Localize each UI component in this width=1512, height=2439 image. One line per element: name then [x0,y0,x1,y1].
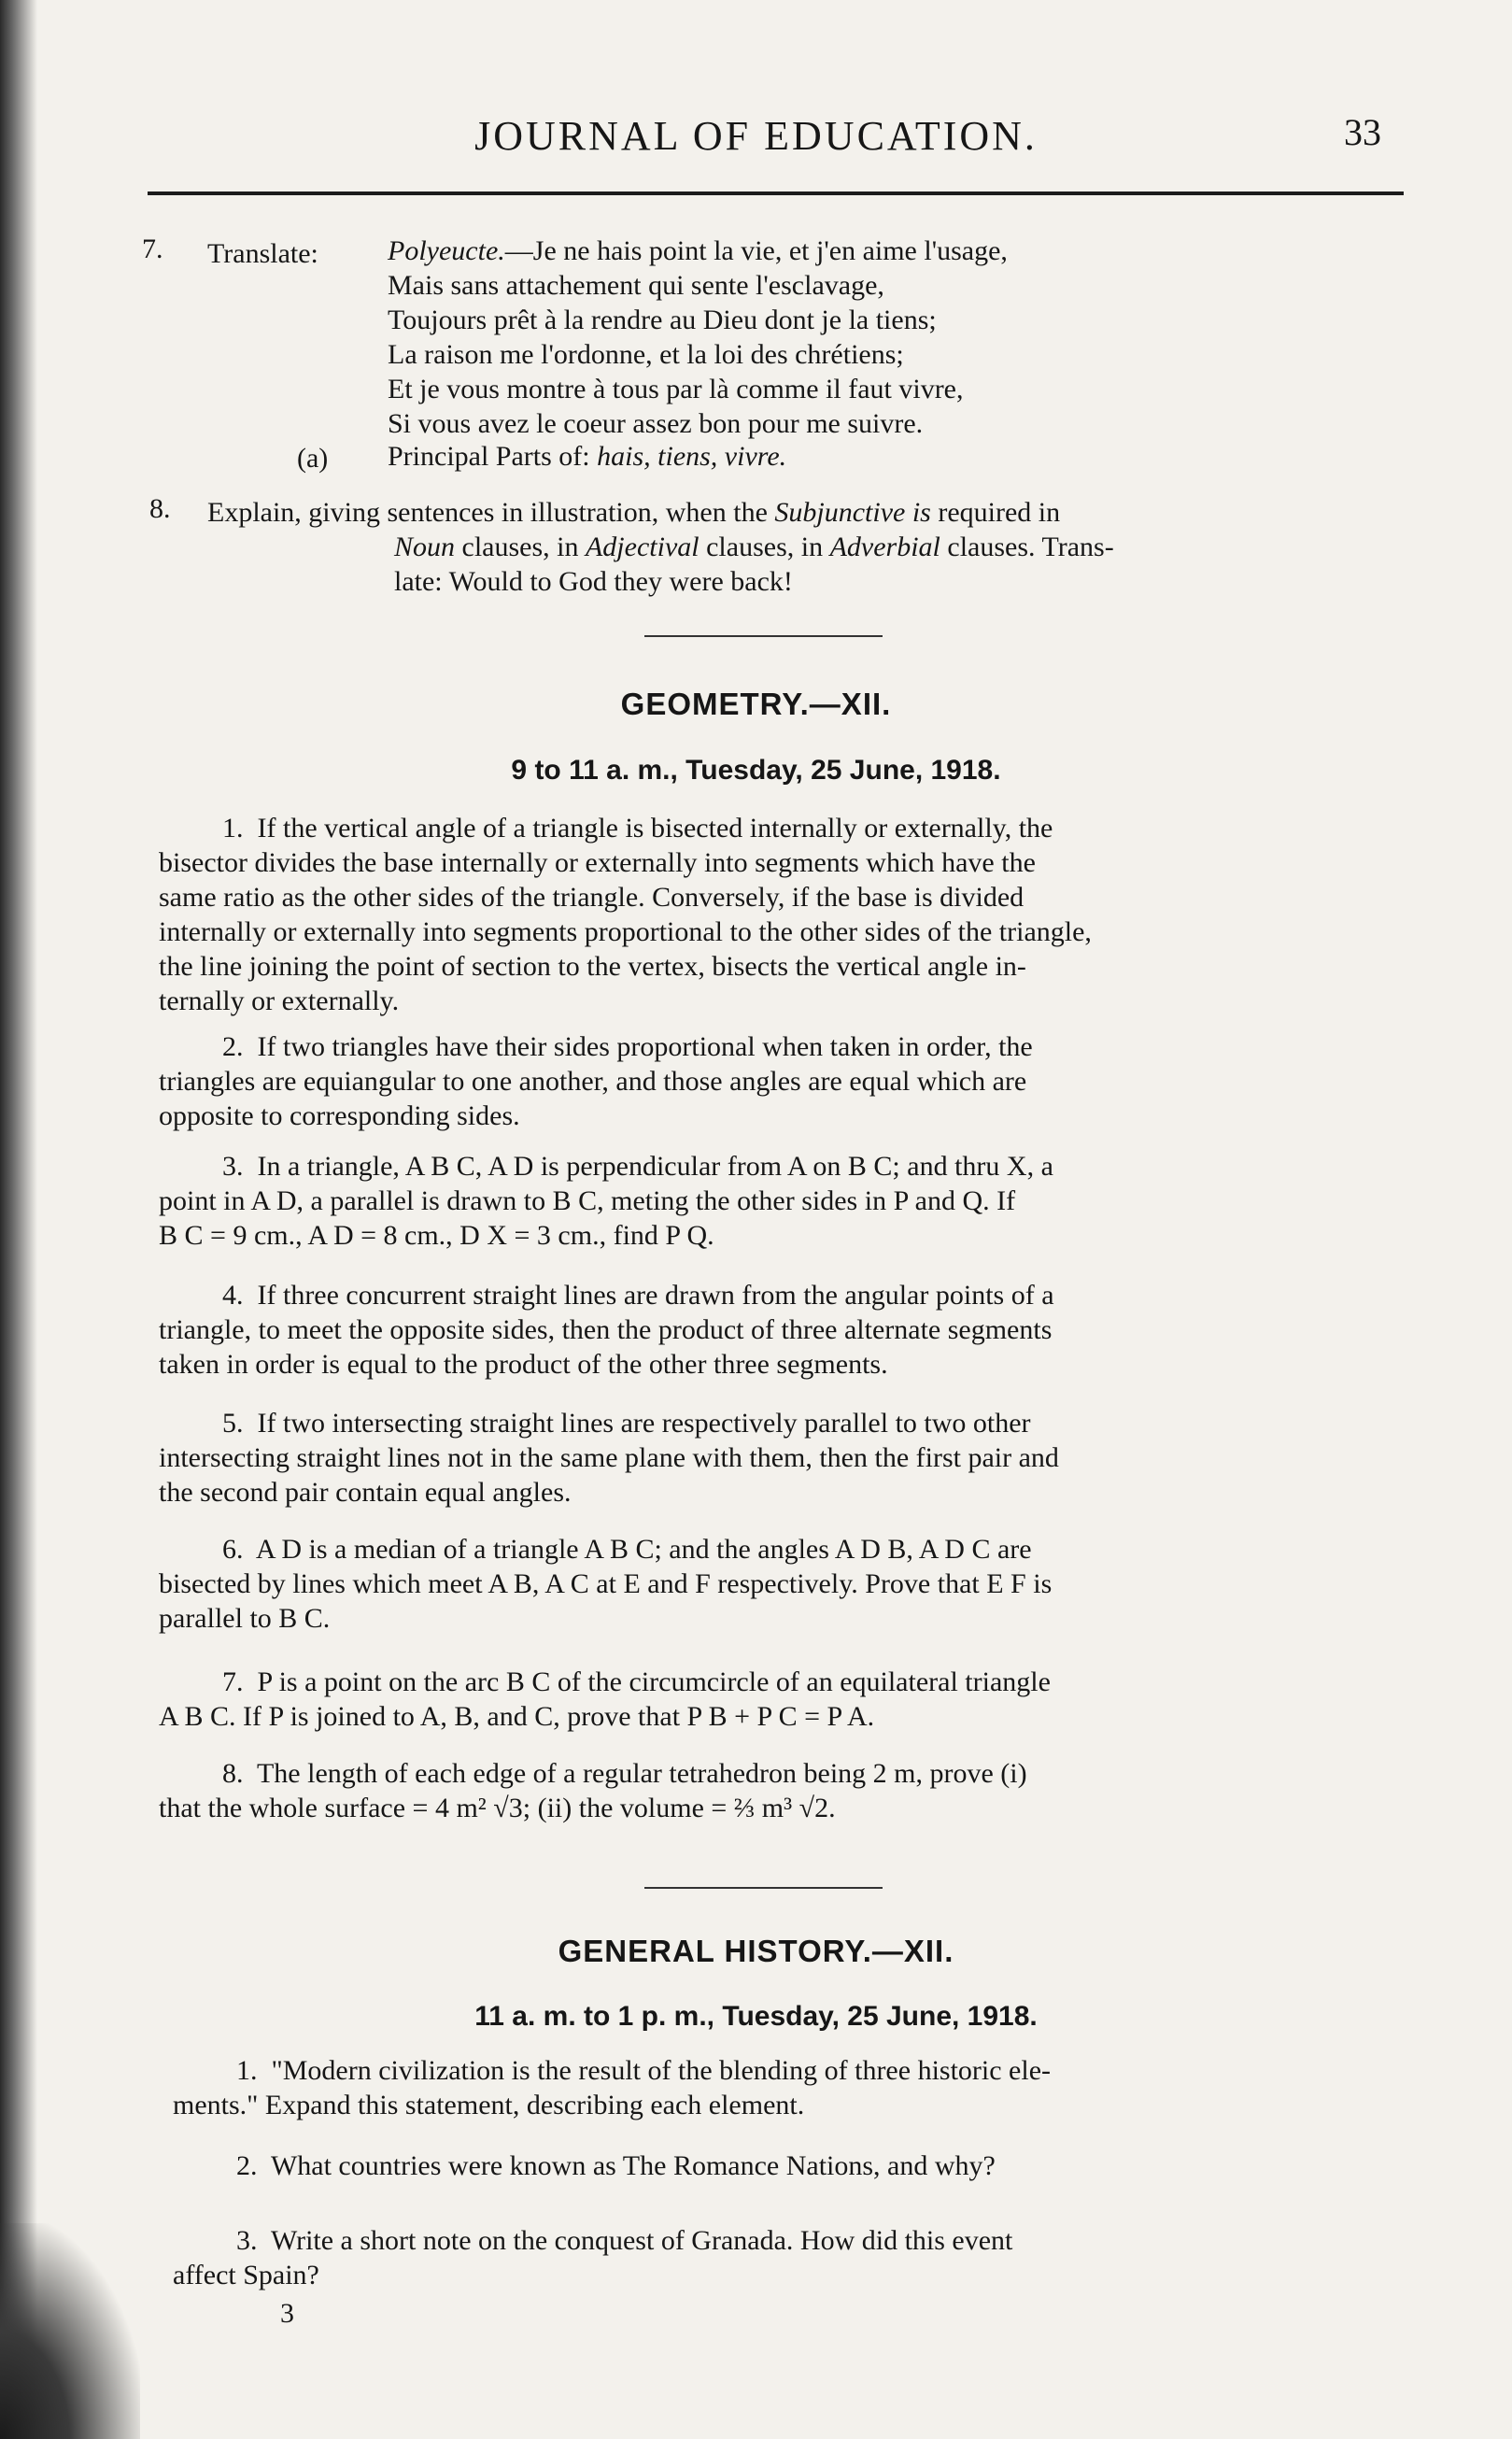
french-passage [388,234,1008,441]
geometry-question-3: 3. In a triangle, A B C, A D is perpendicular from A on B C; and thru X, a point in A D, a parallel is drawn to B C, meting the other sides in P and Q. If B C = 9 cm., A D = 8 cm., D X = 3 cm., find P Q. [159,1151,1053,1251]
question-8: Explain, giving sentences in illustration, when the Subjunctive is required in Noun clauses, in Adjectival clauses, in Adverbial clauses. Trans- late: Would to God they were back! [207,497,1114,597]
page-number: 33 [1344,111,1381,153]
section-title: GEOMETRY.—XII. [620,687,892,721]
signature-mark: 3 [280,2298,294,2329]
sub-question-label: (a) [297,443,329,474]
history-question-3: 3. Write a short note on the conquest of Granada. How did this event affect Spain? [173,2225,1013,2290]
history-question-2: 2. What countries were known as The Romance Nations, and why? [236,2150,996,2181]
geometry-question-2: 2. If two triangles have their sides proportional when taken in order, the triangles are equiangular to one another, and those angles are equal which are opposite to corresponding sides. [159,1031,1033,1131]
passage-line: Polyeucte.—Je ne hais point la vie, et j'en aime l'usage, [388,235,1008,266]
header-rule [148,191,1404,195]
journal-title: JOURNAL OF EDUCATION. [474,113,1038,159]
history-question-1: 1. "Modern civilization is the result of the blending of three historic ele- ments." Expand this statement, describing each element. [173,2055,1052,2120]
section-time: 9 to 11 a. m., Tuesday, 25 June, 1918. [511,755,1001,786]
play-title: Polyeucte. [388,235,505,266]
geometry-question-1: 1. If the vertical angle of a triangle is bisected internally or externally, the bisector divides the base internally or externally into segments which have the same ratio as the other sides of the triangle. Conversely, if the base is divided internally or externally into segments proportional to the other sides of the triangle, the line joining the point of section to the vertex, bisects the vertical angle in- ternally or externally. [159,813,1092,1016]
section-divider [644,1887,883,1889]
question-number: 8. [149,493,171,524]
passage-line: Toujours prêt à la rendre au Dieu dont je la tiens; [388,305,937,335]
principal-parts-words: hais, tiens, vivre. [597,441,787,472]
page-header [0,103,1512,168]
geometry-question-6: 6. A D is a median of a triangle A B C; and the angles A D B, A D C are bisected by lines which meet A B, A C at E and F respectively. Prove that E F is parallel to B C. [159,1534,1053,1634]
section-divider [644,635,883,637]
page-edge-shadow [0,0,37,2439]
geometry-question-4: 4. If three concurrent straight lines are drawn from the angular points of a triangle, to meet the opposite sides, then the product of three alternate segments taken in order is equal to the product of the other three segments. [159,1280,1054,1380]
section-title: GENERAL HISTORY.—XII. [558,1934,954,1968]
geometry-question-7: 7. P is a point on the arc B C of the circumcircle of an equilateral triangle A B C. If P is joined to A, B, and C, prove that P B + P C = P A. [159,1666,1051,1732]
section-time: 11 a. m. to 1 p. m., Tuesday, 25 June, 1918. [474,2001,1038,2032]
page-corner-shadow [0,2223,140,2439]
geometry-question-8: 8. The length of each edge of a regular tetrahedron being 2 m, prove (i) that the whole surface = 4 m² √3; (ii) the volume = ⅔ m³ √2. [159,1758,1027,1823]
translate-label: Translate: [207,238,318,269]
question-number: 7. [142,234,163,264]
geometry-question-5: 5. If two intersecting straight lines are respectively parallel to two other intersecting straight lines not in the same plane with them, then the first pair and the second pair contain equal angles. [159,1408,1059,1508]
passage-line: Et je vous montre à tous par là comme il faut vivre, [388,374,964,404]
passage-line: Si vous avez le coeur assez bon pour me suivre. [388,408,924,439]
passage-line: La raison me l'ordonne, et la loi des chrétiens; [388,339,904,370]
passage-line: Mais sans attachement qui sente l'esclavage, [388,270,884,301]
sub-question: Principal Parts of: hais, tiens, vivre. [388,441,787,472]
